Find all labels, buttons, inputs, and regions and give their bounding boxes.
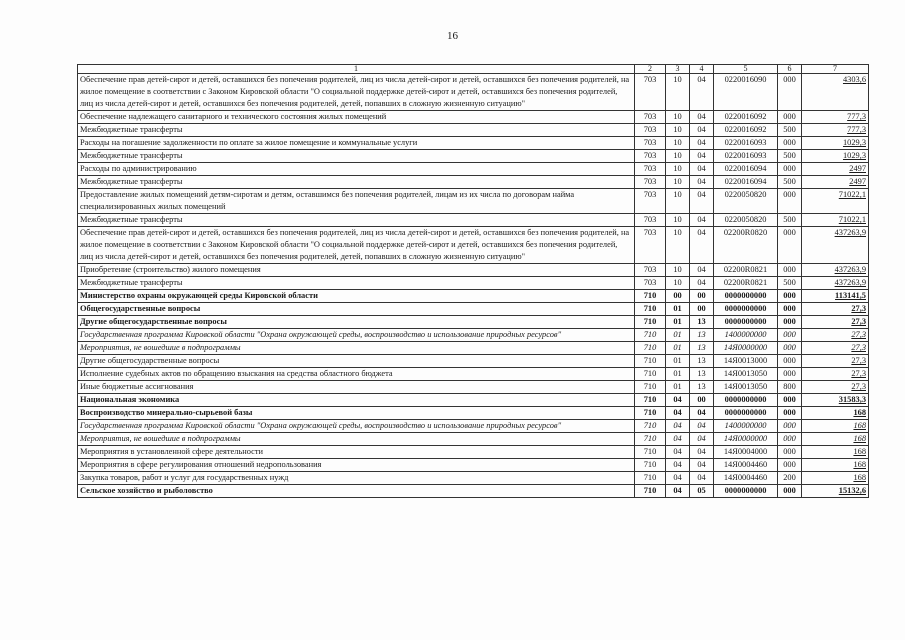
row-name: Межбюджетные трансферты	[78, 277, 635, 290]
amount: 27,3	[802, 316, 869, 329]
target-article-code: 0220050820	[714, 214, 778, 227]
amount: 777,3	[802, 124, 869, 137]
table-row	[78, 485, 869, 498]
ministry-code: 710	[635, 303, 666, 316]
expense-type-code: 000	[778, 111, 802, 124]
table-row	[78, 433, 869, 446]
subsection-code: 04	[690, 459, 714, 472]
subsection-code: 04	[690, 472, 714, 485]
amount: 27,3	[802, 355, 869, 368]
subsection-code: 04	[690, 277, 714, 290]
section-code: 04	[666, 459, 690, 472]
target-article-code: 1400000000	[714, 329, 778, 342]
ministry-code: 710	[635, 472, 666, 485]
amount: 1029,3	[802, 150, 869, 163]
table-row	[78, 381, 869, 394]
section-code: 04	[666, 446, 690, 459]
amount: 1029,3	[802, 137, 869, 150]
expense-type-code: 800	[778, 381, 802, 394]
subsection-code: 04	[690, 433, 714, 446]
expense-type-code: 000	[778, 394, 802, 407]
subsection-code: 13	[690, 316, 714, 329]
section-code: 04	[666, 420, 690, 433]
column-number-row	[78, 65, 869, 74]
expense-type-code: 000	[778, 189, 802, 214]
ministry-code: 703	[635, 137, 666, 150]
amount: 2497	[802, 163, 869, 176]
ministry-code: 710	[635, 394, 666, 407]
expense-type-code: 000	[778, 459, 802, 472]
subsection-code: 13	[690, 381, 714, 394]
column-header: 2	[635, 65, 666, 74]
row-name: Государственная программа Кировской области "Охрана окружающей среды, воспроизводство и использование природных ресурсов"	[78, 420, 635, 433]
row-name: Национальная экономика	[78, 394, 635, 407]
subsection-code: 00	[690, 290, 714, 303]
amount: 2497	[802, 176, 869, 189]
section-code: 10	[666, 137, 690, 150]
amount: 777,3	[802, 111, 869, 124]
expense-type-code: 000	[778, 433, 802, 446]
section-code: 10	[666, 150, 690, 163]
amount: 168	[802, 407, 869, 420]
row-name: Межбюджетные трансферты	[78, 176, 635, 189]
expense-type-code: 000	[778, 420, 802, 433]
ministry-code: 710	[635, 290, 666, 303]
row-name: Обеспечение прав детей-сирот и детей, оставшихся без попечения родителей, лиц из числа детей-сирот и детей, оставшихся без попечения родителей, на жилое помещение в соответствии с Законом Кировской области "О социальной поддержке детей-сирот и детей, оставшихся без попечения родителей, лиц из числа детей-сирот и детей, оставшихся без попечения родителей, детей, попавших в сложную жизненную ситуацию"	[78, 74, 635, 111]
row-name: Межбюджетные трансферты	[78, 150, 635, 163]
section-code: 04	[666, 433, 690, 446]
section-code: 10	[666, 124, 690, 137]
amount: 168	[802, 433, 869, 446]
section-code: 00	[666, 290, 690, 303]
table-row	[78, 214, 869, 227]
expense-type-code: 000	[778, 316, 802, 329]
section-code: 10	[666, 264, 690, 277]
expense-type-code: 000	[778, 368, 802, 381]
row-name: Расходы на погашение задолженности по оплате за жилое помещение и коммунальные услуги	[78, 137, 635, 150]
section-code: 01	[666, 368, 690, 381]
table-row	[78, 137, 869, 150]
row-name: Другие общегосударственные вопросы	[78, 316, 635, 329]
subsection-code: 04	[690, 420, 714, 433]
expense-type-code: 500	[778, 277, 802, 290]
amount: 168	[802, 446, 869, 459]
row-name: Общегосударственные вопросы	[78, 303, 635, 316]
expense-type-code: 000	[778, 74, 802, 111]
table-row	[78, 329, 869, 342]
amount: 27,3	[802, 368, 869, 381]
row-name: Предоставление жилых помещений детям-сиротам и детям, оставшимся без попечения родителей, лицам из их числа по договорам найма специализированных жилых помещений	[78, 189, 635, 214]
target-article-code: 14Я0000000	[714, 342, 778, 355]
amount: 168	[802, 420, 869, 433]
expense-type-code: 500	[778, 150, 802, 163]
subsection-code: 04	[690, 124, 714, 137]
table-row	[78, 407, 869, 420]
table-row	[78, 355, 869, 368]
target-article-code: 0000000000	[714, 303, 778, 316]
amount: 437263,9	[802, 227, 869, 264]
target-article-code: 14Я0004000	[714, 446, 778, 459]
subsection-code: 04	[690, 150, 714, 163]
table-row	[78, 277, 869, 290]
section-code: 01	[666, 355, 690, 368]
subsection-code: 13	[690, 329, 714, 342]
target-article-code: 0000000000	[714, 316, 778, 329]
column-header: 4	[690, 65, 714, 74]
subsection-code: 04	[690, 189, 714, 214]
table-row	[78, 74, 869, 111]
table-row	[78, 176, 869, 189]
table-row	[78, 111, 869, 124]
expense-type-code: 000	[778, 227, 802, 264]
row-name: Расходы по администрированию	[78, 163, 635, 176]
table-row	[78, 394, 869, 407]
table-row	[78, 316, 869, 329]
subsection-code: 04	[690, 227, 714, 264]
target-article-code: 14Я0013050	[714, 381, 778, 394]
table-row	[78, 342, 869, 355]
ministry-code: 703	[635, 163, 666, 176]
expense-type-code: 000	[778, 485, 802, 498]
table-row	[78, 446, 869, 459]
target-article-code: 0220016093	[714, 137, 778, 150]
column-header: 5	[714, 65, 778, 74]
section-code: 01	[666, 329, 690, 342]
amount: 437263,9	[802, 277, 869, 290]
amount: 437263,9	[802, 264, 869, 277]
amount: 113141,5	[802, 290, 869, 303]
row-name: Обеспечение прав детей-сирот и детей, оставшихся без попечения родителей, лиц из числа детей-сирот и детей, оставшихся без попечения родителей, на жилое помещение в соответствии с Законом Кировской области "О социальной поддержке детей-сирот и детей, оставшихся без попечения родителей, лиц из числа детей-сирот и детей, оставшихся без попечения родителей, детей, попавших в сложную жизненную ситуацию"	[78, 227, 635, 264]
row-name: Мероприятия в установленной сфере деятельности	[78, 446, 635, 459]
section-code: 10	[666, 111, 690, 124]
subsection-code: 04	[690, 163, 714, 176]
amount: 27,3	[802, 342, 869, 355]
ministry-code: 703	[635, 189, 666, 214]
row-name: Сельское хозяйство и рыболовство	[78, 485, 635, 498]
expense-type-code: 000	[778, 137, 802, 150]
amount: 27,3	[802, 329, 869, 342]
row-name: Межбюджетные трансферты	[78, 214, 635, 227]
section-code: 10	[666, 189, 690, 214]
ministry-code: 710	[635, 420, 666, 433]
column-header: 6	[778, 65, 802, 74]
subsection-code: 13	[690, 342, 714, 355]
target-article-code: 14Я0004460	[714, 459, 778, 472]
section-code: 10	[666, 214, 690, 227]
amount: 168	[802, 472, 869, 485]
table-row	[78, 264, 869, 277]
row-name: Обеспечение надлежащего санитарного и технического состояния жилых помещений	[78, 111, 635, 124]
subsection-code: 00	[690, 394, 714, 407]
target-article-code: 14Я0013050	[714, 368, 778, 381]
ministry-code: 710	[635, 355, 666, 368]
ministry-code: 710	[635, 407, 666, 420]
target-article-code: 0000000000	[714, 485, 778, 498]
target-article-code: 14Я0013000	[714, 355, 778, 368]
expense-type-code: 000	[778, 303, 802, 316]
ministry-code: 710	[635, 368, 666, 381]
target-article-code: 0000000000	[714, 290, 778, 303]
target-article-code: 0220050820	[714, 189, 778, 214]
table-body	[78, 74, 869, 498]
row-name: Закупка товаров, работ и услуг для государственных нужд	[78, 472, 635, 485]
row-name: Мероприятия, не вошедшие в подпрограммы	[78, 342, 635, 355]
ministry-code: 703	[635, 277, 666, 290]
section-code: 01	[666, 381, 690, 394]
section-code: 10	[666, 227, 690, 264]
target-article-code: 0220016090	[714, 74, 778, 111]
section-code: 01	[666, 316, 690, 329]
row-name: Мероприятия в сфере регулирования отношений недропользования	[78, 459, 635, 472]
expense-type-code: 000	[778, 264, 802, 277]
expense-type-code: 000	[778, 342, 802, 355]
page-number: 16	[447, 30, 458, 42]
expense-type-code: 500	[778, 124, 802, 137]
row-name: Министерство охраны окружающей среды Кировской области	[78, 290, 635, 303]
expense-type-code: 000	[778, 329, 802, 342]
target-article-code: 14Я0000000	[714, 433, 778, 446]
subsection-code: 04	[690, 264, 714, 277]
section-code: 04	[666, 407, 690, 420]
table-row	[78, 124, 869, 137]
amount: 4303,6	[802, 74, 869, 111]
row-name: Иные бюджетные ассигнования	[78, 381, 635, 394]
target-article-code: 0000000000	[714, 394, 778, 407]
table-row	[78, 290, 869, 303]
ministry-code: 703	[635, 227, 666, 264]
ministry-code: 710	[635, 459, 666, 472]
column-header: 1	[78, 65, 635, 74]
table-row	[78, 150, 869, 163]
subsection-code: 00	[690, 303, 714, 316]
expense-type-code: 000	[778, 446, 802, 459]
row-name: Государственная программа Кировской области "Охрана окружающей среды, воспроизводство и использование природных ресурсов"	[78, 329, 635, 342]
subsection-code: 05	[690, 485, 714, 498]
expense-type-code: 500	[778, 214, 802, 227]
subsection-code: 13	[690, 355, 714, 368]
subsection-code: 04	[690, 137, 714, 150]
row-name: Межбюджетные трансферты	[78, 124, 635, 137]
target-article-code: 0220016094	[714, 163, 778, 176]
table-row	[78, 227, 869, 264]
expense-type-code: 500	[778, 176, 802, 189]
target-article-code: 02200R0821	[714, 264, 778, 277]
target-article-code: 02200R0820	[714, 227, 778, 264]
row-name: Другие общегосударственные вопросы	[78, 355, 635, 368]
section-code: 01	[666, 342, 690, 355]
ministry-code: 710	[635, 342, 666, 355]
row-name: Мероприятия, не вошедшие в подпрограммы	[78, 433, 635, 446]
expense-type-code: 000	[778, 290, 802, 303]
ministry-code: 703	[635, 176, 666, 189]
subsection-code: 04	[690, 74, 714, 111]
table-row	[78, 420, 869, 433]
subsection-code: 04	[690, 111, 714, 124]
expense-type-code: 000	[778, 407, 802, 420]
amount: 27,3	[802, 381, 869, 394]
ministry-code: 710	[635, 316, 666, 329]
subsection-code: 04	[690, 446, 714, 459]
section-code: 04	[666, 394, 690, 407]
table-row	[78, 189, 869, 214]
ministry-code: 703	[635, 264, 666, 277]
row-name: Приобретение (строительство) жилого помещения	[78, 264, 635, 277]
target-article-code: 1400000000	[714, 420, 778, 433]
subsection-code: 04	[690, 407, 714, 420]
section-code: 10	[666, 176, 690, 189]
row-name: Исполнение судебных актов по обращению взыскания на средства областного бюджета	[78, 368, 635, 381]
section-code: 10	[666, 163, 690, 176]
target-article-code: 14Я0004460	[714, 472, 778, 485]
section-code: 04	[666, 472, 690, 485]
column-header: 3	[666, 65, 690, 74]
budget-table	[77, 64, 869, 498]
subsection-code: 04	[690, 176, 714, 189]
section-code: 10	[666, 74, 690, 111]
target-article-code: 0000000000	[714, 407, 778, 420]
expense-type-code: 200	[778, 472, 802, 485]
ministry-code: 710	[635, 485, 666, 498]
ministry-code: 703	[635, 124, 666, 137]
column-header: 7	[802, 65, 869, 74]
table-row	[78, 368, 869, 381]
row-name: Воспроизводство минерально-сырьевой базы	[78, 407, 635, 420]
target-article-code: 0220016094	[714, 176, 778, 189]
table-row	[78, 459, 869, 472]
section-code: 04	[666, 485, 690, 498]
amount: 168	[802, 459, 869, 472]
ministry-code: 710	[635, 329, 666, 342]
amount: 27,3	[802, 303, 869, 316]
subsection-code: 04	[690, 214, 714, 227]
amount: 71022,1	[802, 214, 869, 227]
expense-type-code: 000	[778, 355, 802, 368]
amount: 71022,1	[802, 189, 869, 214]
expense-type-code: 000	[778, 163, 802, 176]
ministry-code: 703	[635, 74, 666, 111]
ministry-code: 710	[635, 446, 666, 459]
table-row	[78, 303, 869, 316]
target-article-code: 0220016092	[714, 111, 778, 124]
subsection-code: 13	[690, 368, 714, 381]
target-article-code: 0220016092	[714, 124, 778, 137]
ministry-code: 703	[635, 150, 666, 163]
table-row	[78, 472, 869, 485]
amount: 15132,6	[802, 485, 869, 498]
ministry-code: 710	[635, 433, 666, 446]
ministry-code: 710	[635, 381, 666, 394]
ministry-code: 703	[635, 214, 666, 227]
ministry-code: 703	[635, 111, 666, 124]
target-article-code: 0220016093	[714, 150, 778, 163]
section-code: 01	[666, 303, 690, 316]
amount: 31583,3	[802, 394, 869, 407]
section-code: 10	[666, 277, 690, 290]
target-article-code: 02200R0821	[714, 277, 778, 290]
table-row	[78, 163, 869, 176]
